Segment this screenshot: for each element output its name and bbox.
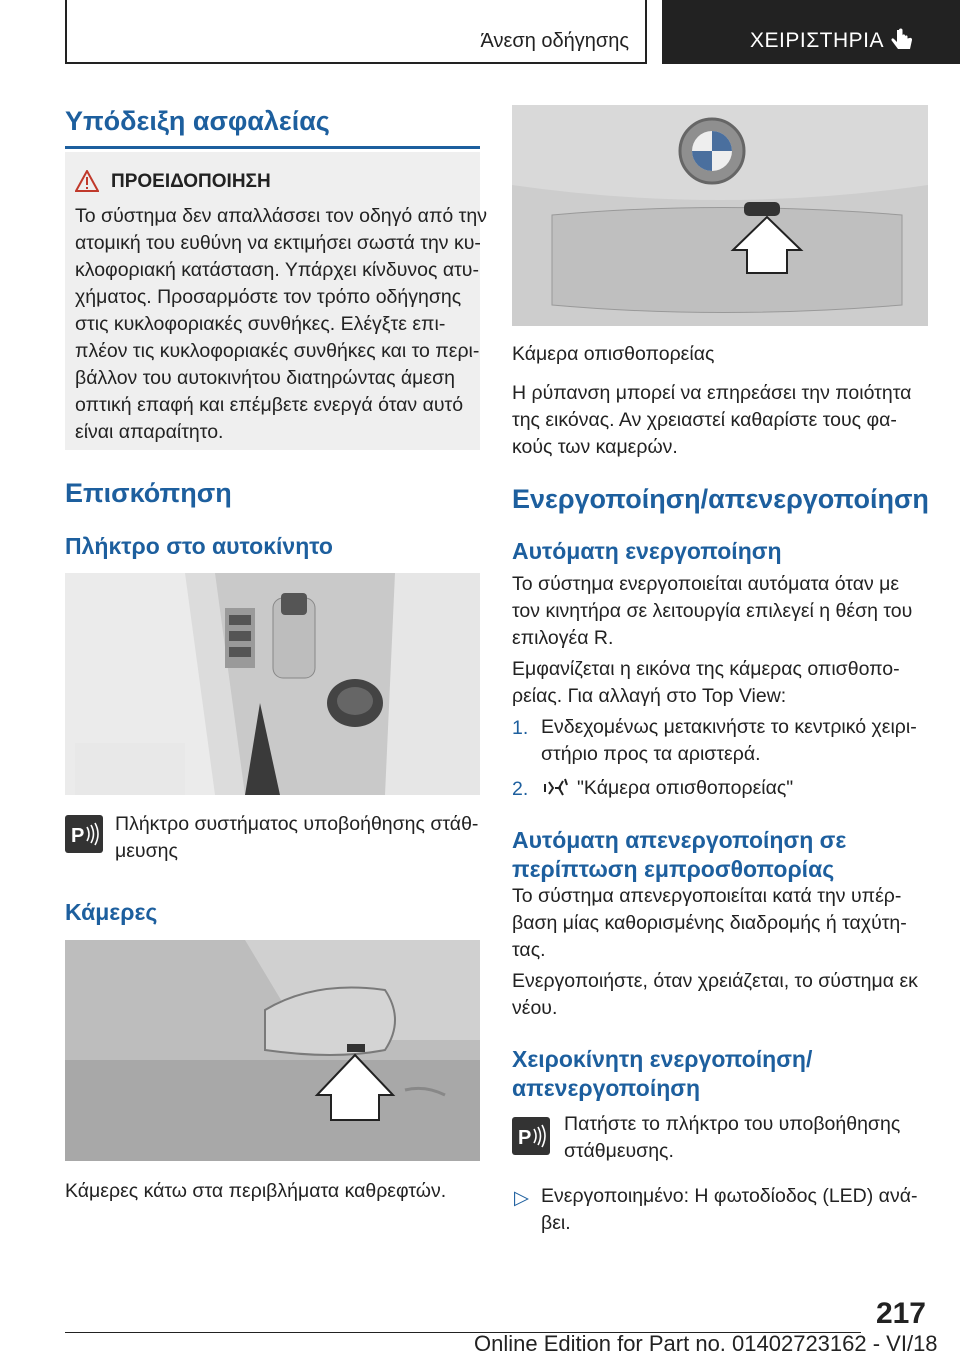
display-line: Εμφανίζεται η εικόνα της κάμερας οπισθοπο- bbox=[512, 658, 900, 680]
warning-line: πλέον τις κυκλοφοριακές συνθήκες και το περι- bbox=[75, 340, 480, 362]
camera-symbol-icon bbox=[541, 777, 569, 799]
warning-line: οπτική επαφή και επέμβετε ενεργά όταν αυτό bbox=[75, 394, 464, 416]
safety-rule bbox=[65, 146, 480, 149]
warning-line: Το σύστημα δεν απαλλάσσει τον οδηγό από την bbox=[75, 205, 487, 227]
svg-text:P: P bbox=[71, 825, 85, 847]
auto-on-text bbox=[512, 571, 912, 652]
auto-on-line: Το σύστημα ενεργοποιείται αυτόματα όταν με bbox=[512, 573, 900, 595]
manual-line: στάθμευσης. bbox=[564, 1140, 674, 1162]
rear-camera-line: Η ρύπανση μπορεί να επηρεάσει την ποιότητα bbox=[512, 382, 912, 404]
svg-text:P: P bbox=[518, 1127, 532, 1149]
button-caption bbox=[115, 811, 478, 865]
side-mirror-illustration bbox=[65, 940, 480, 1161]
header-manual-title: ΧΕΙΡΙΣΤΗΡΙΑ bbox=[750, 29, 885, 52]
button-heading: Πλήκτρο στο αυτοκίνητο bbox=[65, 533, 333, 559]
cameras-heading: Κάμερες bbox=[65, 899, 158, 925]
warning-triangle-icon bbox=[75, 170, 99, 192]
auto-on-line: επιλογέα R. bbox=[512, 627, 614, 649]
button-caption-line: Πλήκτρο συστήματος υποβοήθησης στάθ- bbox=[115, 813, 479, 835]
page-number: 217 bbox=[875, 1297, 926, 1330]
step-line: Ενδεχομένως μετακινήστε το κεντρικό χειρι- bbox=[541, 716, 917, 738]
auto-on-heading: Αυτόματη ενεργοποίηση bbox=[512, 538, 782, 564]
auto-off-line: βαση μίας καθορισμένης διαδρομής ή ταχύτη- bbox=[512, 912, 907, 934]
center-console-illustration bbox=[65, 573, 480, 795]
park-assist-button-icon bbox=[65, 815, 103, 853]
warning-line: είναι απαραίτητο. bbox=[75, 421, 224, 443]
step-line: "Κάμερα οπισθοπορείας" bbox=[577, 777, 794, 799]
rear-camera-illustration bbox=[512, 105, 928, 326]
activation-title: Ενεργοποίηση/απενεργοποίηση bbox=[512, 484, 929, 514]
bullet-triangle-icon: ▷ bbox=[514, 1187, 529, 1209]
rear-camera-line: κούς των καμερών. bbox=[512, 436, 678, 458]
step-text bbox=[541, 714, 917, 768]
overview-title: Επισκόπηση bbox=[65, 478, 232, 508]
bullet-line: βει. bbox=[541, 1212, 571, 1234]
display-line: ρείας. Για αλλαγή στο Top View: bbox=[512, 685, 787, 707]
manual-heading-line: απενεργοποίηση bbox=[512, 1075, 701, 1101]
display-text bbox=[512, 656, 900, 710]
side-mirror-photo bbox=[65, 940, 480, 1161]
auto-off-line: Το σύστημα απενεργοποιείται κατά την υπέρ- bbox=[512, 885, 902, 907]
header-section-title: Άνεση οδήγησης bbox=[480, 30, 629, 52]
reactivate-line: νέου. bbox=[512, 997, 558, 1019]
bullet-text bbox=[541, 1183, 917, 1237]
warning-text bbox=[75, 203, 487, 446]
manual-line: Πατήστε το πλήκτρο του υποβοήθησης bbox=[564, 1113, 901, 1135]
auto-off-line: τας. bbox=[512, 939, 546, 961]
rear-camera-photo bbox=[512, 105, 928, 326]
rear-camera-caption: Κάμερα οπισθοπορείας bbox=[512, 343, 715, 365]
auto-off-heading-line: περίπτωση εμπροσθοπορίας bbox=[512, 856, 835, 882]
reactivate-text bbox=[512, 968, 918, 1022]
bullet-line: Ενεργοποιημένο: Η φωτοδίοδος (LED) ανά- bbox=[541, 1185, 918, 1207]
safety-title: Υπόδειξη ασφαλείας bbox=[65, 106, 330, 136]
header-manual-box bbox=[662, 0, 960, 64]
hand-pointer-icon bbox=[888, 26, 916, 54]
reactivate-line: Ενεργοποιήστε, όταν χρειάζεται, το σύστημα εκ bbox=[512, 970, 918, 992]
step-line: στήριο προς τα αριστερά. bbox=[541, 743, 761, 765]
park-assist-button-icon bbox=[512, 1117, 550, 1155]
auto-off-heading bbox=[512, 826, 846, 884]
warning-line: βάλλον του αυτοκινήτου διατηρώντας άμεση bbox=[75, 367, 455, 389]
warning-line: ατομική του ευθύνη να εκτιμήσει σωστά την κυ- bbox=[75, 232, 481, 254]
manual-heading bbox=[512, 1045, 812, 1103]
step-number: 2. bbox=[512, 778, 529, 800]
manual-heading-line: Χειροκίνητη ενεργοποίηση/ bbox=[512, 1046, 813, 1072]
button-caption-line: μευσης bbox=[115, 840, 178, 862]
footer-edition: Online Edition for Part no. 01402723162 - VI/18 bbox=[474, 1331, 938, 1356]
step-number: 1. bbox=[512, 717, 529, 739]
auto-off-text bbox=[512, 883, 907, 964]
rear-camera-line: της εικόνας. Αν χρειαστεί καθαρίστε τους φα- bbox=[512, 409, 897, 431]
warning-line: στις κυκλοφοριακές συνθήκες. Ελέγξτε επι- bbox=[75, 313, 446, 335]
center-console-photo bbox=[65, 573, 480, 795]
auto-on-line: τον κινητήρα σε λειτουργία επιλεγεί η θέση του bbox=[512, 600, 913, 622]
cameras-caption: Κάμερες κάτω στα περιβλήματα καθρεφτών. bbox=[65, 1180, 447, 1202]
header-section-box bbox=[65, 0, 647, 64]
step-text bbox=[577, 775, 793, 802]
auto-off-heading-line: Αυτόματη απενεργοποίηση σε bbox=[512, 827, 847, 853]
warning-line: κλοφοριακή κατάσταση. Υπάρχει κίνδυνος ατυ- bbox=[75, 259, 479, 281]
manual-text bbox=[564, 1111, 900, 1165]
warning-line: χήματος. Προσαρμόστε τον τρόπο οδήγησης bbox=[75, 286, 462, 308]
rear-camera-text bbox=[512, 380, 911, 461]
warning-label: ΠΡΟΕΙΔΟΠΟΙΗΣΗ bbox=[111, 171, 271, 192]
